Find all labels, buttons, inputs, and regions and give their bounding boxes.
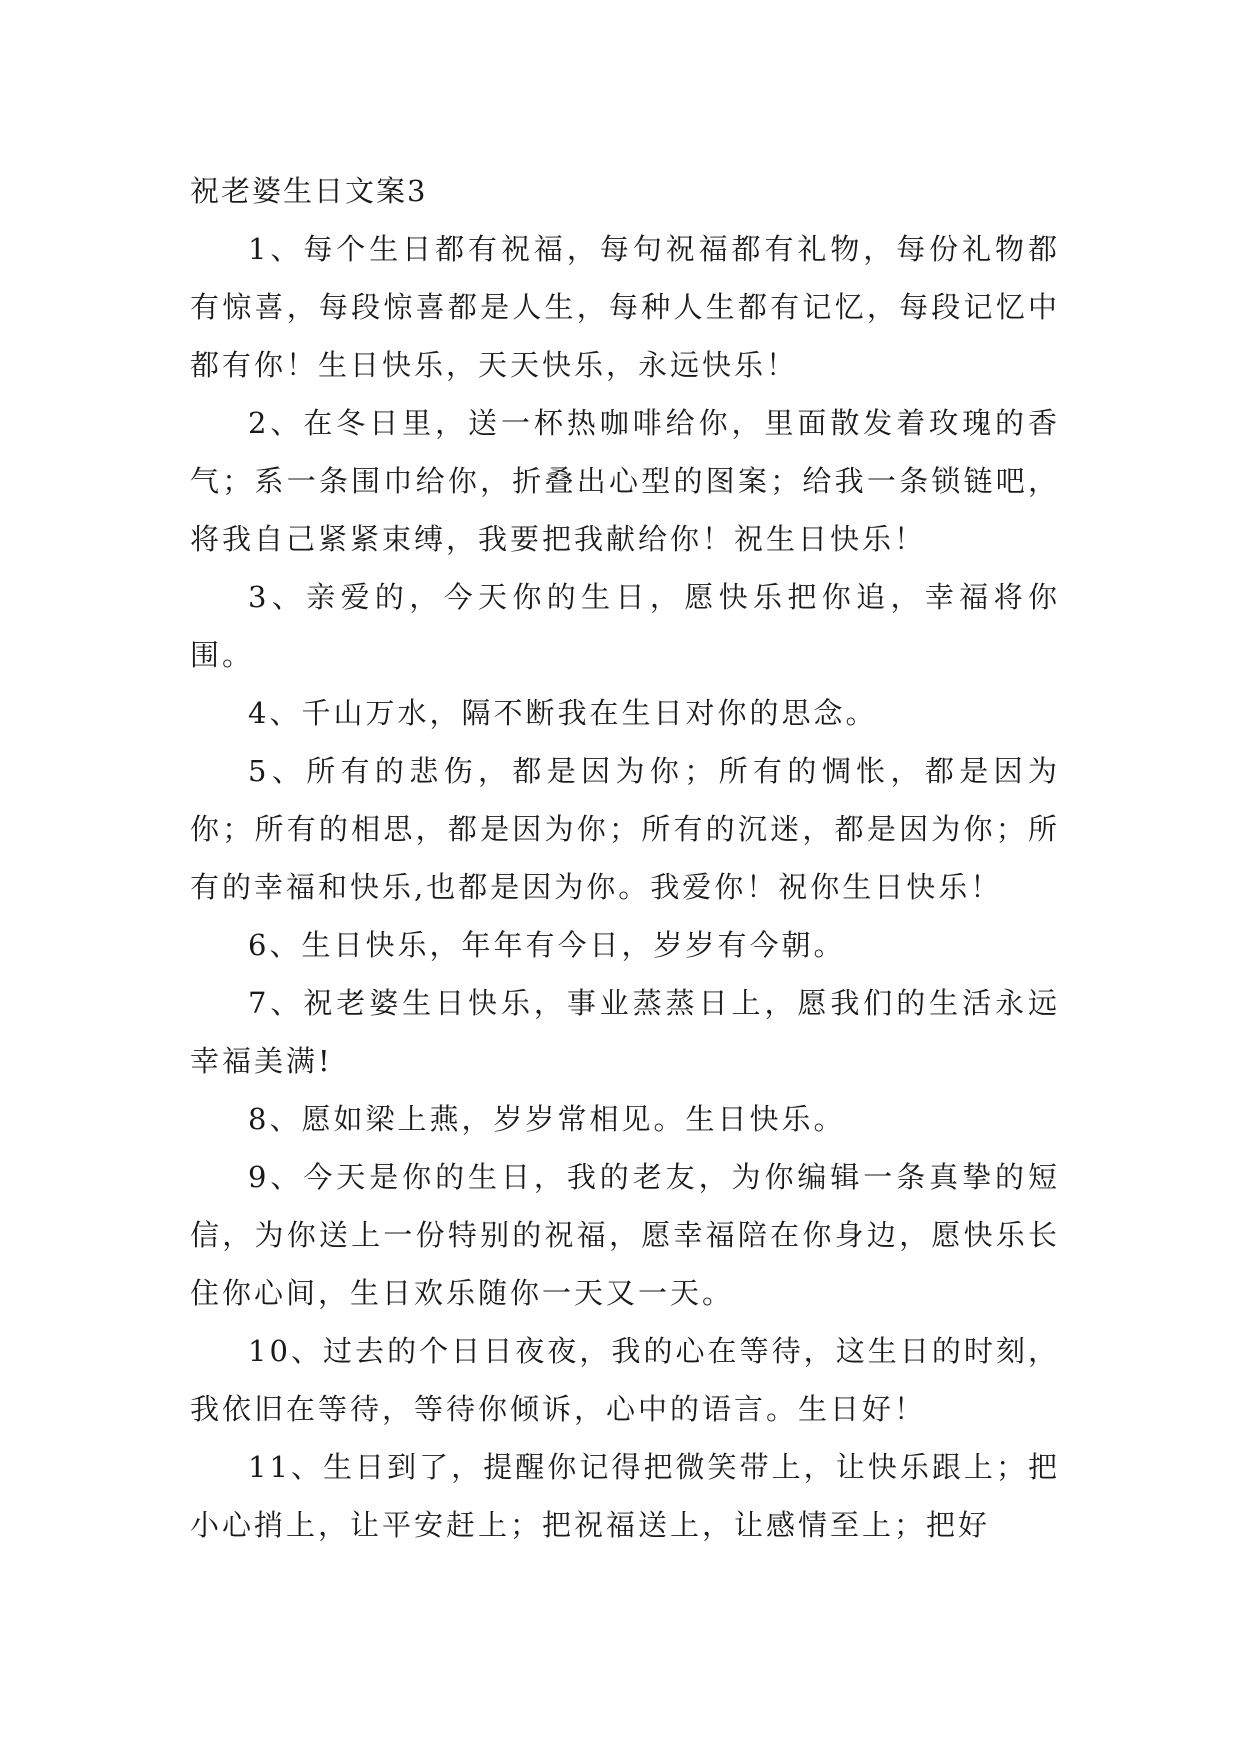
paragraph-9: 9、今天是你的生日，我的老友，为你编辑一条真挚的短信，为你送上一份特别的祝福，愿幸福陪在你身边，愿快乐长住你心间，生日欢乐随你一天又一天。 <box>190 1160 1060 1310</box>
paragraph-10: 10、过去的个日日夜夜，我的心在等待，这生日的时刻，我依旧在等待，等待你倾诉，心中的语言。生日好！ <box>190 1334 1060 1426</box>
paragraph-11: 11、生日到了，提醒你记得把微笑带上，让快乐跟上；把小心捎上，让平安赶上；把祝福送上，让感情至上；把好 <box>190 1450 1060 1542</box>
paragraph-6: 6、生日快乐，年年有今日，岁岁有今朝。 <box>248 928 846 962</box>
paragraph-7: 7、祝老婆生日快乐，事业蒸蒸日上，愿我们的生活永远幸福美满! <box>190 986 1060 1078</box>
paragraph-8: 8、愿如梁上燕，岁岁常相见。生日快乐。 <box>248 1102 846 1136</box>
paragraph-5: 5、所有的悲伤，都是因为你；所有的惆怅，都是因为你；所有的相思，都是因为你；所有的沉迷，都是因为你；所有的幸福和快乐,也都是因为你。我爱你！祝你生日快乐！ <box>190 754 1060 904</box>
paragraph-1: 1、每个生日都有祝福，每句祝福都有礼物，每份礼物都有惊喜，每段惊喜都是人生，每种人生都有记忆，每段记忆中都有你！生日快乐，天天快乐，永远快乐！ <box>190 232 1060 382</box>
paragraph-2: 2、在冬日里，送一杯热咖啡给你，里面散发着玫瑰的香气；系一条围巾给你，折叠出心型的图案；给我一条锁链吧，将我自己紧紧束缚，我要把我献给你！祝生日快乐！ <box>190 406 1060 556</box>
document-title: 祝老婆生日文案3 <box>190 174 428 208</box>
document-body <box>190 162 1060 1554</box>
paragraph-4: 4、千山万水，隔不断我在生日对你的思念。 <box>248 696 878 730</box>
paragraph-3: 3、亲爱的，今天你的生日，愿快乐把你追，幸福将你围。 <box>190 580 1060 672</box>
